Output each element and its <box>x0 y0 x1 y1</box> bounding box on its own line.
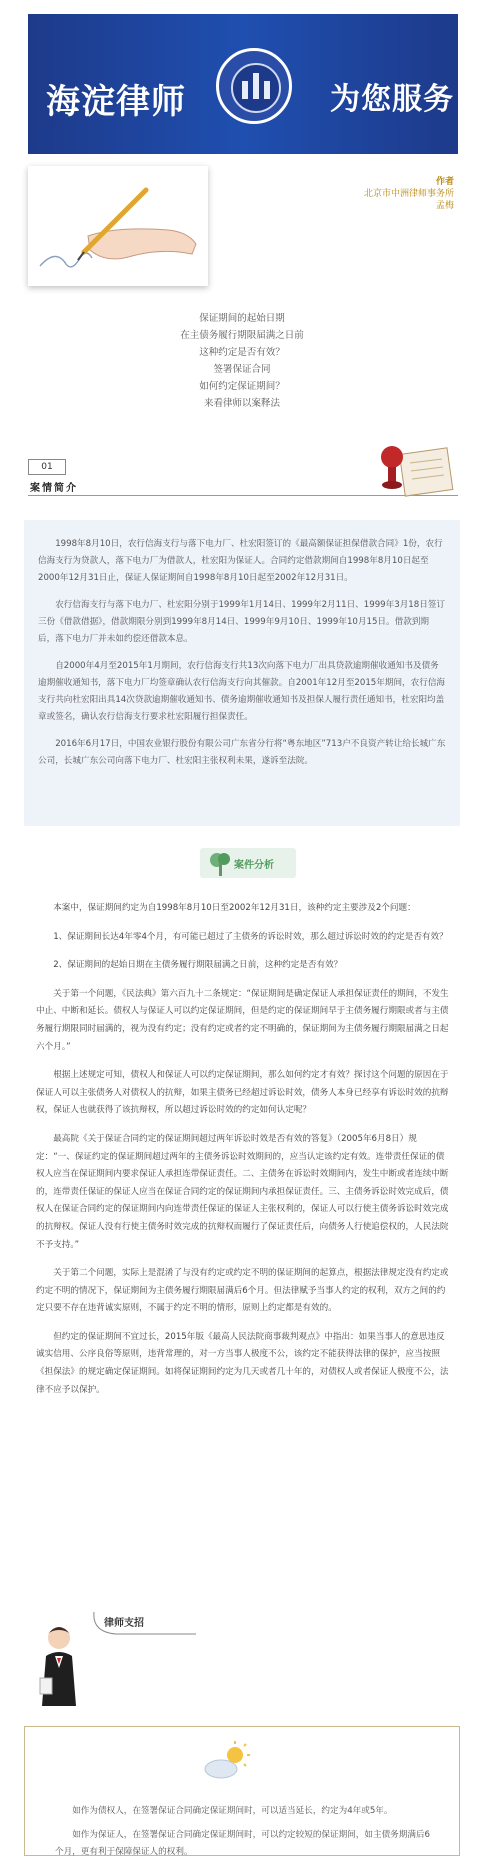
case-section-header <box>28 457 458 497</box>
lawyer-avatar-icon <box>34 1622 84 1706</box>
analysis-badge <box>200 848 296 878</box>
intro-questions <box>0 310 484 412</box>
header-banner <box>28 14 458 154</box>
case-description-box <box>24 520 460 826</box>
tip-paragraph: 如作为债权人，在签署保证合同确定保证期间时，可以适当延长，约定为4年或5年。 <box>72 1806 393 1816</box>
analysis-paragraph: 但约定的保证期间不宜过长，2015年版《最高人民法院商事裁判观点》中指出：如果当事人的意思违反诚实信用、公序良俗等原则，违背常理的，对一方当事人极度不公，该约定不能获得法律的保护，应当按照《担保法》的规定确定保证期间。如将保证期间约定为几天或者几十年的，对债权人或者保证人极度不公，法律不应予以保护。 <box>36 1331 449 1395</box>
intro-line: 来看律师以案释法 <box>203 398 280 409</box>
lawyers-association-emblem-icon <box>216 48 292 124</box>
analysis-paragraph: 1、保证期间长达4年零4个月，有可能已超过了主债务的诉讼时效，那么超过诉讼时效的约定是否有效？ <box>53 931 448 942</box>
author-name: 孟梅 <box>435 201 454 211</box>
author-firm: 北京市中洲律师事务所 <box>363 189 454 199</box>
tree-icon <box>208 851 232 877</box>
analysis-paragraph: 关于第一个问题，《民法典》第六百九十二条规定：“保证期间是确定保证人承担保证责任的期间，不发生中止、中断和延长。债权人与保证人可以约定保证期间，但是约定的保证期间早于主债务履行期限或者与主债务履行期限同时届满的，视为没有约定；没有约定或者约定不明确的，保证期间为主债务履行期限届满之日起六个月。” <box>36 988 449 1052</box>
intro-line: 这种约定是否有效？ <box>199 347 285 358</box>
writing-hand-illustration <box>28 166 208 286</box>
support-label: 律师支招 <box>104 1618 144 1629</box>
intro-line: 在主债务履行期限届满之日前 <box>180 330 304 341</box>
sun-cloud-icon <box>201 1741 253 1781</box>
analysis-body <box>36 900 450 1410</box>
seal-document-icon <box>376 441 458 497</box>
intro-line: 签署保证合同 <box>213 364 271 375</box>
analysis-paragraph: 根据上述规定可知，债权人和保证人可以约定保证期间，那么如何约定才有效？探讨这个问题的原因在于保证人可以主张债务人对债权人的抗辩，如果主债务已经超过诉讼时效，债务人本身已经享有诉讼时效的抗辩权，保证人也就获得了该抗辩权，所以超过诉讼时效的约定如何认定呢？ <box>36 1070 449 1116</box>
banner-right-text: 为您服务 <box>330 82 454 117</box>
banner-left-text: 海淀律师 <box>46 82 186 122</box>
intro-line: 如何约定保证期间？ <box>199 381 285 392</box>
case-paragraph: 1998年8月10日，农行信海支行与落下电力厂、杜宏阳签订的《最高额保证担保借款合同》1份，农行信海支行为贷款人，落下电力厂为借款人，杜宏阳为保证人。合同约定借款期间自1998年8月10日起至2000年12月31日止，保证人保证期间自1998年8月10日起至2002年12月31日。 <box>38 539 443 583</box>
analysis-paragraph: 本案中，保证期间约定为自1998年8月10日至2002年12月31日，该种约定主要涉及2个问题： <box>53 903 416 913</box>
section-label: 案情简介 <box>30 483 78 494</box>
case-paragraph: 2016年6月17日，中国农业银行股份有限公司广东省分行将“粤东地区”713户不良资产转让给长城广东公司，长城广东公司向落下电力厂、杜宏阳主张权利未果，遂诉至法院。 <box>38 739 446 766</box>
pen-hand-icon <box>28 166 208 286</box>
analysis-paragraph: 最高院《关于保证合同约定的保证期间超过两年诉讼时效是否有效的答复》（2005年6月8日）规定：“一、保证约定的保证期间超过两年的主债务诉讼时效期间的，应当认定该约定有效。连带责任保证的债权人应当在保证期间内要求保证人承担连带保证责任。二、主债务在诉讼时效期间内，发生中断或者连续中断的，连带责任保证的保证人应当在保证合同约定的保证期间内承担保证责任。三、主债务诉讼时效完成后，债权人在保证合同约定的保证期间内向连带责任保证的保证人主张权利的，保证人可以行使主债务诉讼时效完成的抗辩权。保证人没有行使主债务时效完成的抗辩权而履行了保证责任后，向债务人行使追偿权的，人民法院不予支持。” <box>36 1133 449 1250</box>
tip-paragraph: 如作为保证人，在签署保证合同确定保证期间时，可以约定较短的保证期间，如主债务期满后6个月，更有利于保障保证人的权利。 <box>55 1830 431 1857</box>
tips-box <box>24 1726 460 1856</box>
case-paragraph: 自2000年4月至2015年1月期间，农行信海支行共13次向落下电力厂出具贷款逾期催收通知书及债务逾期催收通知书，落下电力厂均签章确认农行信海支行向其催款。自2001年12月至2015年期间，农行信海支行共向杜宏阳出具14次贷款逾期催收通知书、债务逾期催收通知书及担保人履行责任通知书，杜宏阳均盖章或签名，确认农行信海支行要求杜宏阳履行担保责任。 <box>38 661 446 722</box>
case-paragraph: 农行信海支行与落下电力厂、杜宏阳分别于1999年1月14日、1999年2月11日、1999年3月18日签订三份《借款借据》，借款期限分别到1999年8月14日、1999年9月10日、1999年10月15日。借款到期后，落下电力厂并未如约偿还借款本息。 <box>38 600 446 644</box>
intro-line: 保证期间的起始日期 <box>199 313 285 324</box>
analysis-label: 案件分析 <box>234 860 274 871</box>
analysis-paragraph: 关于第二个问题，实际上是混淆了与没有约定或约定不明的保证期间的起算点，根据法律规定没有约定或约定不明的情况下，保证期间为主债务履行期限届满后6个月。但法律赋予当事人约定的权利，双方之间的约定只要不存在违背诚实原则，不属于约定不明的情形，原则上约定都是有效的。 <box>36 1268 449 1314</box>
author-info <box>244 176 454 212</box>
analysis-paragraph: 2、保证期间的起始日期在主债务履行期限届满之日前，这种约定是否有效？ <box>53 960 343 971</box>
section-number: 01 <box>28 459 66 475</box>
author-title: 作者 <box>435 177 454 187</box>
